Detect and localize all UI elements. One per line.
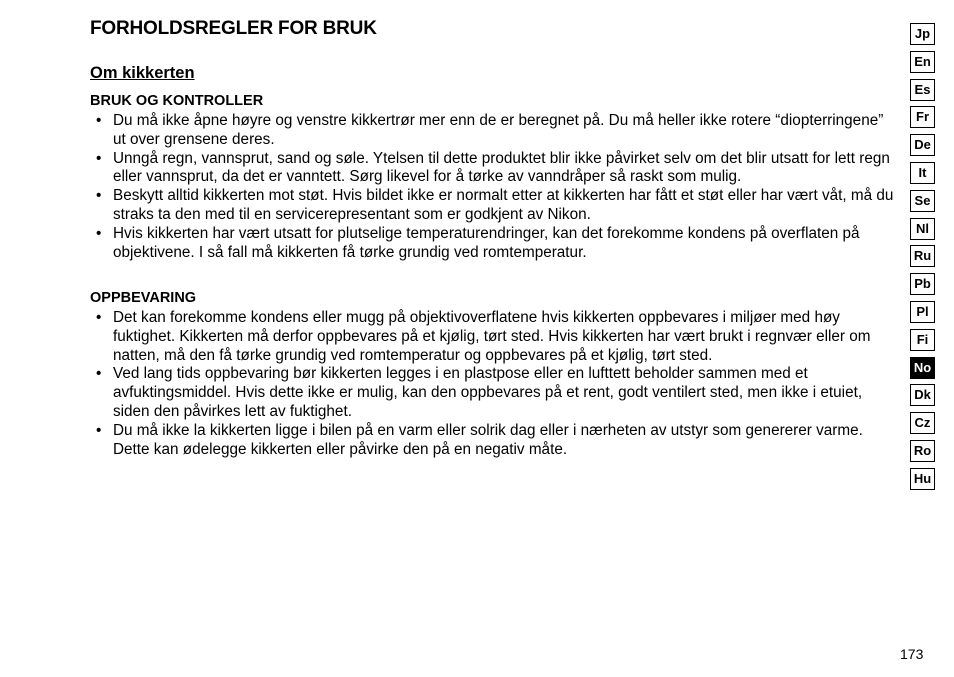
storage-list [90, 309, 900, 459]
list-item: • Det kan forekomme kondens eller mugg på objektivoverflatene hvis kikkerten oppbevares i miljøer med høy fuktighet. Kikkerten må derfor oppbevares på et kjølig, tørt sted. Hvis kikkerten har vært brukt i regnvær eller om natten, må den få tørke grundig ved romtemperatur og oppbevares på et kjølig, tørt sted. [90, 309, 900, 365]
language-tab-pl[interactable]: Pl [910, 301, 935, 323]
language-tab-dk[interactable]: Dk [910, 384, 935, 406]
language-tab-pb[interactable]: Pb [910, 273, 935, 295]
language-tabs [910, 23, 936, 496]
section-heading-storage: OPPBEVARING [90, 290, 197, 306]
language-tab-ru[interactable]: Ru [910, 245, 935, 267]
list-item: • Du må ikke åpne høyre og venstre kikkertrør mer enn de er beregnet på. Du må heller ikke rotere “diopterringene” ut over grensene deres. [90, 112, 900, 150]
section-heading-usage: BRUK OG KONTROLLER [90, 93, 264, 109]
language-tab-no[interactable]: No [910, 357, 935, 379]
list-item: • Beskytt alltid kikkerten mot støt. Hvis bildet ikke er normalt etter at kikkerten har fått et støt eller har vært våt, må du straks ta den med til en servicerepresentant som er godkjent av Nikon. [90, 187, 900, 225]
language-tab-ro[interactable]: Ro [910, 440, 935, 462]
section-subtitle: Om kikkerten [90, 64, 195, 82]
page-title: FORHOLDSREGLER FOR BRUK [90, 18, 377, 39]
list-item: • Unngå regn, vannsprut, sand og søle. Ytelsen til dette produktet blir ikke påvirket selv om det blir utsatt for lett regn eller vannsprut, da det er vanntett. Sørg likevel for å tørke av vanndråper så raskt som mulig. [90, 150, 900, 188]
language-tab-jp[interactable]: Jp [910, 23, 935, 45]
list-item: • Ved lang tids oppbevaring bør kikkerten legges i en plastpose eller en lufttett beholder sammen med et avfuktingsmiddel. Hvis dette ikke er mulig, kan den oppbevares på et rent, godt ventilert sted, men ikke i etuiet, siden den påvirkes lett av fuktighet. [90, 365, 900, 421]
language-tab-it[interactable]: It [910, 162, 935, 184]
language-tab-de[interactable]: De [910, 134, 935, 156]
language-tab-cz[interactable]: Cz [910, 412, 935, 434]
page-number: 173 [900, 646, 924, 662]
list-item: • Du må ikke la kikkerten ligge i bilen på en varm eller solrik dag eller i nærheten av utstyr som genererer varme. Dette kan ødelegge kikkerten eller påvirke den på en negativ måte. [90, 422, 900, 460]
usage-list [90, 112, 900, 262]
language-tab-nl[interactable]: Nl [910, 218, 935, 240]
language-tab-se[interactable]: Se [910, 190, 935, 212]
language-tab-fr[interactable]: Fr [910, 106, 935, 128]
language-tab-hu[interactable]: Hu [910, 468, 935, 490]
language-tab-fi[interactable]: Fi [910, 329, 935, 351]
list-item: • Hvis kikkerten har vært utsatt for plutselige temperaturendringer, kan det forekomme kondens på overflaten på objektivene. I så fall må kikkerten få tørke grundig ved romtemperatur. [90, 225, 900, 263]
language-tab-es[interactable]: Es [910, 79, 935, 101]
language-tab-en[interactable]: En [910, 51, 935, 73]
